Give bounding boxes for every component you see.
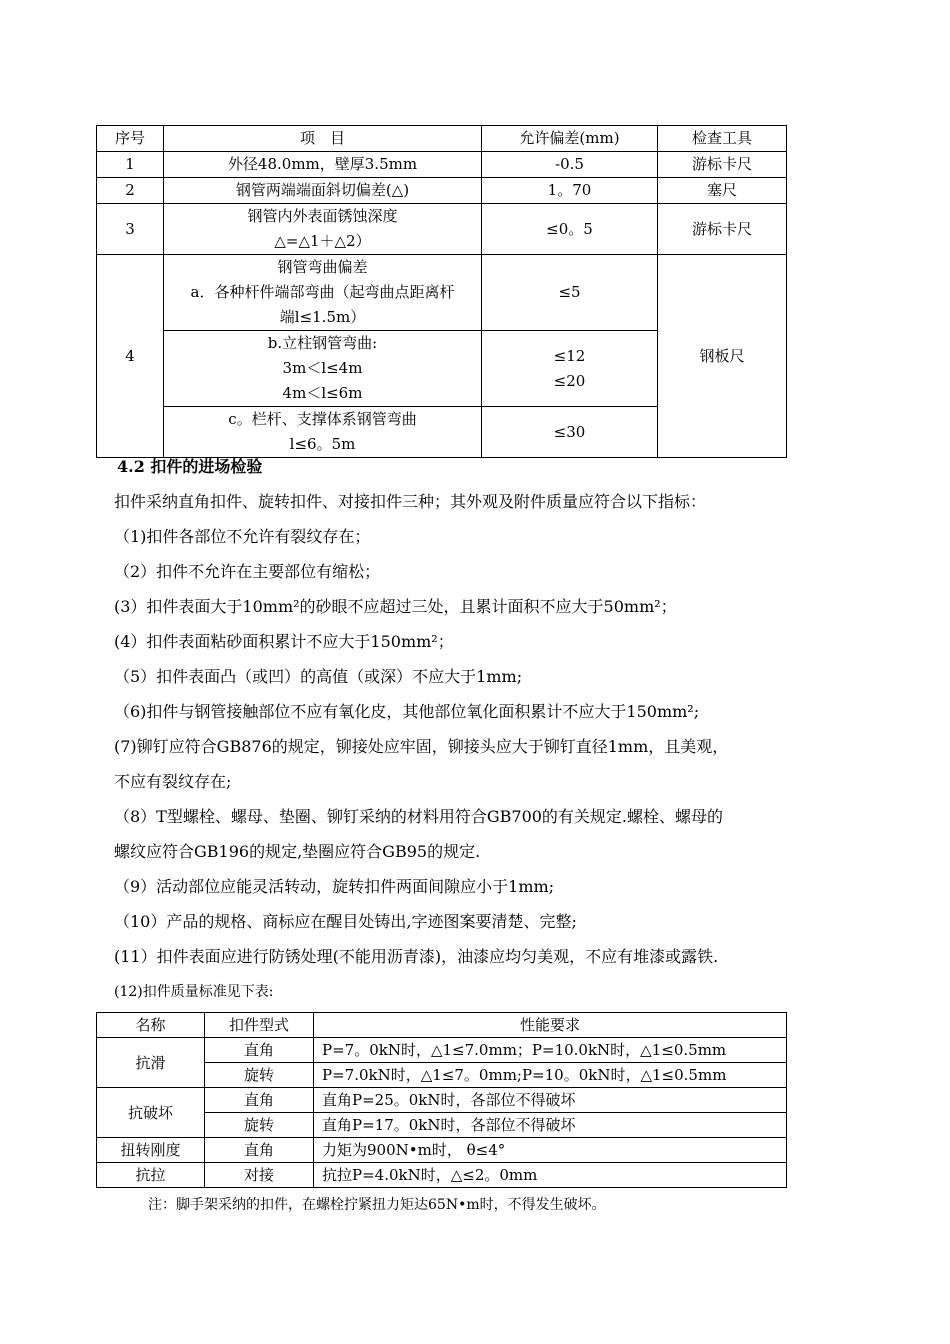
table-row bbox=[97, 1038, 787, 1063]
item-line: 端l≤1.5m） bbox=[279, 308, 366, 326]
table-row bbox=[97, 178, 787, 204]
row-type: 旋转 bbox=[205, 1063, 314, 1088]
row-tolerance: 1。70 bbox=[482, 178, 658, 204]
row-tolerance: ≤30 bbox=[482, 407, 658, 458]
header-cell: 允许偏差(mm) bbox=[482, 126, 658, 152]
header-cell: 性能要求 bbox=[314, 1013, 787, 1038]
item-line: 钢管内外表面锈蚀深度 bbox=[247, 207, 398, 225]
row-performance: P=7.0kN时，△1≤7。0mm;P=10。0kN时，△1≤0.5mm bbox=[314, 1063, 787, 1088]
row-name: 抗破坏 bbox=[97, 1088, 205, 1138]
list-item: （1)扣件各部位不允许有裂纹存在； bbox=[114, 527, 371, 546]
list-item-continuation: 不应有裂纹存在; bbox=[114, 772, 232, 791]
header-cell: 检查工具 bbox=[658, 126, 787, 152]
row-type: 对接 bbox=[205, 1163, 314, 1188]
row-item: 外径48.0mm，壁厚3.5mm bbox=[164, 152, 482, 178]
row-performance: 抗拉P=4.0kN时，△≤2。0mm bbox=[314, 1163, 787, 1188]
item-line: △=△1＋△2） bbox=[274, 232, 371, 250]
row-tolerance: ≤5 bbox=[482, 255, 658, 331]
tolerance-line: ≤20 bbox=[553, 371, 586, 390]
table-header-row bbox=[97, 126, 787, 152]
table-header-row bbox=[97, 1013, 787, 1038]
table-row bbox=[97, 1163, 787, 1188]
row-item bbox=[164, 204, 482, 255]
list-item: （6)扣件与钢管接触部位不应有氧化皮，其他部位氧化面积累计不应大于150mm²; bbox=[114, 702, 700, 721]
row-number: 4 bbox=[97, 255, 164, 458]
table-note: 注：脚手架采纳的扣件，在螺栓拧紧扭力矩达65N•m时，不得发生破坏。 bbox=[148, 1197, 606, 1213]
header-cell: 序号 bbox=[97, 126, 164, 152]
list-item: （10）产品的规格、商标应在醒目处铸出,字迹图案要清楚、完整; bbox=[114, 912, 577, 931]
row-name: 抗拉 bbox=[97, 1163, 205, 1188]
row-name: 扭转刚度 bbox=[97, 1138, 205, 1163]
row-performance: 直角P=17。0kN时，各部位不得破坏 bbox=[314, 1113, 787, 1138]
list-item: (3）扣件表面大于10mm²的砂眼不应超过三处，且累计面积不应大于50mm²； bbox=[114, 597, 677, 616]
item-line: c。栏杆、支撑体系钢管弯曲 bbox=[228, 410, 417, 428]
list-item: (11）扣件表面应进行防锈处理(不能用沥青漆)，油漆应均匀美观，不应有堆漆或露铁. bbox=[114, 947, 719, 966]
list-item: （5）扣件表面凸（或凹）的高值（或深）不应大于1mm; bbox=[114, 667, 523, 686]
list-item: （8）T型螺栓、螺母、垫圈、铆钉采纳的材料用符合GB700的有关规定.螺栓、螺母的 bbox=[114, 807, 724, 826]
table-row bbox=[97, 1088, 787, 1113]
row-item: 钢管两端端面斜切偏差(△) bbox=[164, 178, 482, 204]
table-row bbox=[97, 152, 787, 178]
item-line: a．各种杆件端部弯曲（起弯曲点距离杆 bbox=[190, 283, 455, 301]
row-type: 直角 bbox=[205, 1038, 314, 1063]
header-cell: 项 目 bbox=[164, 126, 482, 152]
row-item bbox=[164, 331, 482, 407]
list-item: (4）扣件表面粘砂面积累计不应大于150mm²； bbox=[114, 632, 454, 651]
steel-pipe-tolerance-table bbox=[96, 125, 787, 458]
item-line: 钢管弯曲偏差 bbox=[277, 258, 368, 276]
table-row bbox=[97, 1138, 787, 1163]
row-tool: 钢板尺 bbox=[658, 255, 787, 458]
header-cell: 扣件型式 bbox=[205, 1013, 314, 1038]
row-tool: 游标卡尺 bbox=[658, 152, 787, 178]
row-item bbox=[164, 407, 482, 458]
header-cell: 名称 bbox=[97, 1013, 205, 1038]
intro-paragraph: 扣件采纳直角扣件、旋转扣件、对接扣件三种；其外观及附件质量应符合以下指标： bbox=[114, 492, 707, 511]
row-type: 直角 bbox=[205, 1138, 314, 1163]
fastener-quality-table bbox=[96, 1012, 787, 1188]
row-tolerance bbox=[482, 331, 658, 407]
list-item-continuation: 螺纹应符合GB196的规定,垫圈应符合GB95的规定. bbox=[114, 842, 481, 861]
row-performance: 力矩为900N•m时， θ≤4° bbox=[314, 1138, 787, 1163]
item-line: l≤6。5m bbox=[289, 435, 356, 453]
row-number: 1 bbox=[97, 152, 164, 178]
tolerance-line: ≤12 bbox=[553, 346, 586, 365]
row-name: 抗滑 bbox=[97, 1038, 205, 1088]
list-item: （9）活动部位应能灵活转动，旋转扣件两面间隙应小于1mm; bbox=[114, 877, 555, 896]
row-performance: P=7。0kN时，△1≤7.0mm；P=10.0kN时，△1≤0.5mm bbox=[314, 1038, 787, 1063]
list-item: （2）扣件不允许在主要部位有缩松； bbox=[114, 562, 381, 581]
row-tool: 游标卡尺 bbox=[658, 204, 787, 255]
list-item: (7)铆钉应符合GB876的规定，铆接处应牢固，铆接头应大于铆钉直径1mm，且美观， bbox=[114, 737, 729, 756]
row-performance: 直角P=25。0kN时，各部位不得破坏 bbox=[314, 1088, 787, 1113]
table-intro: (12)扣件质量标准见下表: bbox=[114, 984, 274, 1000]
row-tolerance: ≤0。5 bbox=[482, 204, 658, 255]
table-row bbox=[97, 255, 787, 331]
row-tool: 塞尺 bbox=[658, 178, 787, 204]
row-number: 3 bbox=[97, 204, 164, 255]
item-line: 3m＜l≤4m bbox=[282, 359, 363, 377]
table-row bbox=[97, 204, 787, 255]
section-heading: 4.2 扣件的进场检验 bbox=[117, 457, 263, 476]
row-type: 旋转 bbox=[205, 1113, 314, 1138]
item-line: b.立柱钢管弯曲: bbox=[267, 334, 378, 352]
row-number: 2 bbox=[97, 178, 164, 204]
row-type: 直角 bbox=[205, 1088, 314, 1113]
item-line: 4m＜l≤6m bbox=[282, 384, 363, 402]
row-tolerance: -0.5 bbox=[482, 152, 658, 178]
row-item bbox=[164, 255, 482, 331]
